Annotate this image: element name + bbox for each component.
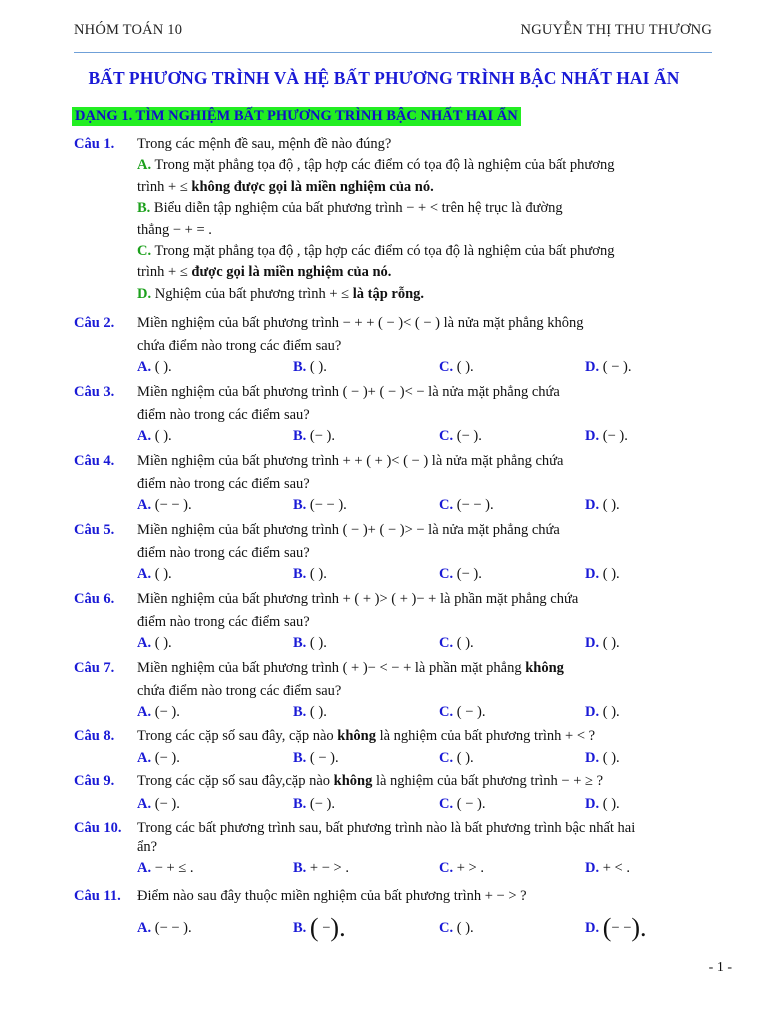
question-number: Câu 9. xyxy=(74,773,115,789)
question-stem: Miền nghiệm của bất phương trình + ( + )> ( + )− + là phần mặt phẳng chứa xyxy=(137,591,579,607)
option-label: C. xyxy=(439,635,454,651)
option-d xyxy=(585,426,628,446)
option-text: Trong mặt phẳng tọa độ , tập hợp các điểm có tọa độ là nghiệm của bất phương xyxy=(154,157,615,173)
option-value: (− − ). xyxy=(154,497,192,513)
option-d xyxy=(137,284,731,304)
option-value: ( − ). xyxy=(456,796,486,812)
option-value: ( ). xyxy=(154,566,172,582)
option-value: + > . xyxy=(456,860,484,876)
option-value: (− − ). xyxy=(154,920,192,936)
option-label: A. xyxy=(137,566,152,582)
option-c-cont xyxy=(137,262,731,282)
option-value: ( ). xyxy=(456,635,474,651)
option-value: ( ). xyxy=(602,704,620,720)
option-c xyxy=(439,426,482,446)
option-value: ( ). xyxy=(456,920,474,936)
section-heading: DẠNG 1. TÌM NGHIỆM BẤT PHƯƠNG TRÌNH BẬC NHẤT HAI ẨN xyxy=(72,107,521,126)
option-b xyxy=(293,748,339,768)
option-paren: ( xyxy=(309,913,319,942)
option-value: + < . xyxy=(602,860,630,876)
option-c xyxy=(439,495,494,515)
question-stem-cont: chứa điểm nào trong các điểm sau? xyxy=(137,683,342,699)
option-a xyxy=(137,858,194,878)
option-label: A. xyxy=(137,428,152,444)
option-d xyxy=(585,495,620,515)
option-paren: ( xyxy=(602,913,612,942)
option-value: ( ). xyxy=(309,359,327,375)
option-a xyxy=(137,155,731,175)
option-b xyxy=(293,633,327,653)
option-value: (− ). xyxy=(456,566,482,582)
question-number: Câu 8. xyxy=(74,728,115,744)
page-number: - 1 - xyxy=(708,960,732,975)
option-d xyxy=(585,748,620,768)
option-label: C. xyxy=(439,359,454,375)
option-c xyxy=(439,858,484,878)
option-d xyxy=(585,702,620,722)
question-number: Câu 3. xyxy=(74,384,115,400)
option-label: A. xyxy=(137,750,152,766)
option-c xyxy=(439,702,485,722)
option-value: − + ≤ . xyxy=(154,860,194,876)
question-stem-cont: điểm nào trong các điểm sau? xyxy=(137,476,310,492)
option-a-cont xyxy=(137,177,731,197)
option-bold-text: không được gọi là miền nghiệm của nó. xyxy=(191,179,434,195)
option-value: ( ). xyxy=(456,750,474,766)
option-label: A. xyxy=(137,920,152,936)
option-label: B. xyxy=(293,920,307,936)
option-label: B. xyxy=(293,497,307,513)
option-label: A. xyxy=(137,704,152,720)
option-label: B. xyxy=(293,704,307,720)
option-label: D. xyxy=(137,286,152,302)
option-value: ( ). xyxy=(309,704,327,720)
option-value: (− ). xyxy=(154,704,180,720)
stem-text: Miền nghiệm của bất phương trình ( + )− < − + là phần mặt phẳng xyxy=(137,660,526,676)
document-title: BẤT PHƯƠNG TRÌNH VÀ HỆ BẤT PHƯƠNG TRÌNH BẬC NHẤT HAI ẨN xyxy=(88,68,680,88)
option-label: C. xyxy=(439,428,454,444)
option-value: (− ). xyxy=(309,428,336,444)
question-stem-cont: điểm nào trong các điểm sau? xyxy=(137,545,310,561)
option-bold-text: là tập rỗng. xyxy=(352,286,425,302)
option-value: ( ). xyxy=(602,635,620,651)
option-text: Biểu diễn tập nghiệm của bất phương trình − + < trên hệ trục là đường xyxy=(153,200,563,216)
option-b xyxy=(293,564,327,584)
question-stem: Miền nghiệm của bất phương trình ( − )+ ( − )> − là nửa mặt phẳng chứa xyxy=(137,522,560,538)
option-value: − xyxy=(318,920,331,936)
option-label: C. xyxy=(439,750,454,766)
stem-text: Trong các cặp số sau đây,cặp nào xyxy=(137,773,334,789)
option-paren: ). xyxy=(631,913,647,942)
option-label: A. xyxy=(137,796,152,812)
option-label: D. xyxy=(585,704,600,720)
stem-bold-text: không xyxy=(525,660,564,676)
option-a xyxy=(137,633,172,653)
option-label: D. xyxy=(585,796,600,812)
stem-text: là nghiệm của bất phương trình − + ≥ ? xyxy=(372,773,604,789)
option-a xyxy=(137,918,192,938)
option-label: B. xyxy=(293,566,307,582)
option-label: D. xyxy=(585,359,600,375)
option-value: ( ). xyxy=(456,359,474,375)
option-b xyxy=(137,198,731,218)
option-label: C. xyxy=(137,243,152,259)
option-value: (− − ). xyxy=(309,497,347,513)
question-stem xyxy=(137,771,731,791)
question-stem: Trong các bất phương trình sau, bất phương trình nào là bất phương trình bậc nhất hai xyxy=(137,820,636,836)
option-label: A. xyxy=(137,157,152,173)
option-value: ( ). xyxy=(309,566,327,582)
option-label: A. xyxy=(137,635,152,651)
option-a xyxy=(137,564,172,584)
stem-bold-text: không xyxy=(333,773,373,789)
option-label: C. xyxy=(439,796,454,812)
option-d xyxy=(585,858,630,878)
question-number: Câu 2. xyxy=(74,315,115,331)
option-c xyxy=(439,633,474,653)
option-value: ( ). xyxy=(154,428,172,444)
question-stem xyxy=(137,658,731,678)
option-a xyxy=(137,702,180,722)
option-d xyxy=(585,357,631,377)
option-value: ( − ). xyxy=(309,750,339,766)
option-label: A. xyxy=(137,860,152,876)
option-d xyxy=(585,633,620,653)
option-b xyxy=(293,357,327,377)
option-b xyxy=(293,702,327,722)
option-value: (− ). xyxy=(456,428,482,444)
option-label: C. xyxy=(439,497,454,513)
question-number: Câu 4. xyxy=(74,453,115,469)
option-b xyxy=(293,794,335,814)
option-b xyxy=(293,426,335,446)
option-paren: ). xyxy=(330,913,346,942)
option-label: C. xyxy=(439,860,454,876)
option-c xyxy=(137,241,731,261)
option-label: A. xyxy=(137,359,152,375)
option-label: D. xyxy=(585,860,600,876)
option-label: C. xyxy=(439,566,454,582)
option-label: B. xyxy=(137,200,151,216)
stem-text: là nghiệm của bất phương trình + < ? xyxy=(375,728,596,744)
option-value: ( ). xyxy=(602,566,620,582)
option-label: B. xyxy=(293,860,307,876)
question-stem: Miền nghiệm của bất phương trình − + + ( − )< ( − ) là nửa mặt phẳng không xyxy=(137,315,584,331)
header-group: NHÓM TOÁN 10 xyxy=(74,22,183,38)
question-stem: Trong các mệnh đề sau, mệnh đề nào đúng? xyxy=(137,136,392,152)
option-label: D. xyxy=(585,566,600,582)
question-number: Câu 6. xyxy=(74,591,115,607)
option-d xyxy=(585,913,647,942)
question-stem: Miền nghiệm của bất phương trình + + ( + )< ( − ) là nửa mặt phẳng chứa xyxy=(137,453,564,469)
option-label: C. xyxy=(439,920,454,936)
option-value: (− ). xyxy=(309,796,336,812)
stem-text: Trong các cặp số sau đây, cặp nào xyxy=(137,728,338,744)
option-value: (− ). xyxy=(154,750,180,766)
option-text: Nghiệm của bất phương trình + ≤ xyxy=(154,286,353,302)
option-label: B. xyxy=(293,359,307,375)
question-stem-cont: điểm nào trong các điểm sau? xyxy=(137,614,310,630)
option-label: D. xyxy=(585,635,600,651)
question-number: Câu 11. xyxy=(74,888,121,904)
question-stem xyxy=(137,726,731,746)
question-number: Câu 1. xyxy=(74,136,115,152)
question-stem-cont: chứa điểm nào trong các điểm sau? xyxy=(137,338,342,354)
option-a xyxy=(137,426,172,446)
option-label: A. xyxy=(137,497,152,513)
question-stem-cont: ẩn? xyxy=(137,839,158,855)
option-value: − − xyxy=(611,920,632,936)
question-number: Câu 5. xyxy=(74,522,115,538)
option-value: (− ). xyxy=(154,796,180,812)
option-value: ( ). xyxy=(309,635,327,651)
option-value: ( ). xyxy=(602,796,620,812)
option-b xyxy=(293,913,346,942)
option-text: Trong mặt phẳng tọa độ , tập hợp các điểm có tọa độ là nghiệm của bất phương xyxy=(154,243,615,259)
option-label: B. xyxy=(293,750,307,766)
option-b xyxy=(293,858,349,878)
option-label: B. xyxy=(293,635,307,651)
option-text: trình + ≤ xyxy=(137,264,192,280)
option-b-cont: thẳng − + = . xyxy=(137,222,212,238)
option-label: D. xyxy=(585,428,600,444)
option-label: D. xyxy=(585,497,600,513)
option-a xyxy=(137,794,180,814)
option-value: + − > . xyxy=(309,860,349,876)
option-value: (− ). xyxy=(602,428,628,444)
option-value: ( − ). xyxy=(456,704,486,720)
option-c xyxy=(439,748,474,768)
option-value: ( ). xyxy=(154,359,172,375)
option-d xyxy=(585,794,620,814)
page-header xyxy=(74,18,712,53)
option-label: B. xyxy=(293,796,307,812)
option-a xyxy=(137,748,180,768)
stem-bold-text: không xyxy=(337,728,376,744)
option-a xyxy=(137,357,172,377)
question-number: Câu 7. xyxy=(74,660,115,676)
option-value: ( ). xyxy=(154,635,172,651)
question-number: Câu 10. xyxy=(74,820,122,836)
header-author: NGUYỄN THỊ THU THƯƠNG xyxy=(520,22,712,38)
option-label: B. xyxy=(293,428,307,444)
question-stem-cont: điểm nào trong các điểm sau? xyxy=(137,407,310,423)
option-c xyxy=(439,794,485,814)
option-value: ( ). xyxy=(602,750,620,766)
option-c xyxy=(439,357,474,377)
option-a xyxy=(137,495,192,515)
question-stem: Điểm nào sau đây thuộc miền nghiệm của bất phương trình + − > ? xyxy=(137,888,527,904)
option-value: ( ). xyxy=(602,497,620,513)
option-c xyxy=(439,918,474,938)
option-value: (− − ). xyxy=(456,497,494,513)
option-b xyxy=(293,495,347,515)
option-bold-text: được gọi là miền nghiệm của nó. xyxy=(191,264,392,280)
option-label: D. xyxy=(585,920,600,936)
option-value: ( − ). xyxy=(602,359,632,375)
option-c xyxy=(439,564,482,584)
option-d xyxy=(585,564,620,584)
option-text: trình + ≤ xyxy=(137,179,192,195)
question-stem: Miền nghiệm của bất phương trình ( − )+ ( − )< − là nửa mặt phẳng chứa xyxy=(137,384,560,400)
option-label: C. xyxy=(439,704,454,720)
option-label: D. xyxy=(585,750,600,766)
